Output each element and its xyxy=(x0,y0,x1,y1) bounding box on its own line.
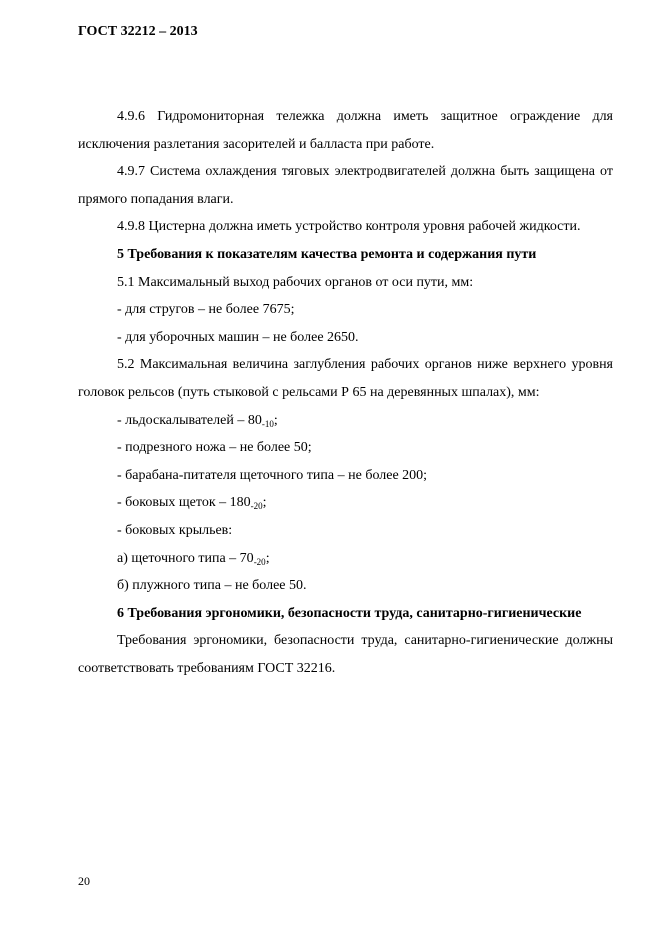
list-item xyxy=(78,545,613,573)
list-item: - боковых крыльев: xyxy=(117,522,233,538)
list-item: б) плужного типа – не более 50. xyxy=(117,578,307,594)
paragraph-4-9-8: 4.9.8 Цистерна должна иметь устройство контроля уровня рабочей жидкости. xyxy=(117,219,581,235)
section-6-heading: 6 Требования эргономики, безопасности труда, санитарно-гигиенические xyxy=(117,605,582,621)
list-item-text: а) щеточного типа – 70 xyxy=(117,550,254,566)
list-item xyxy=(78,489,613,517)
tolerance-subscript: -10 xyxy=(261,418,274,429)
list-item-end: ; xyxy=(262,495,267,511)
tolerance-subscript: -20 xyxy=(250,501,263,512)
document-header: ГОСТ 32212 – 2013 xyxy=(78,24,198,39)
page-body xyxy=(78,103,613,682)
paragraph-5-2: 5.2 Максимальная величина заглубления рабочих органов ниже верхнего уровня головок рельсов (путь стыковой с рельсами Р 65 на деревянных шпалах), мм: xyxy=(78,357,613,400)
list-item-text: - боковых щеток – 180 xyxy=(117,495,251,511)
tolerance-subscript: -20 xyxy=(253,556,266,567)
list-item: - подрезного ножа – не более 50; xyxy=(117,440,312,456)
list-item: - для уборочных машин – не более 2650. xyxy=(117,329,359,345)
paragraph-6: Требования эргономики, безопасности труда, санитарно-гигиенические должны соответствовать требованиям ГОСТ 32216. xyxy=(78,633,613,676)
list-item: - барабана-питателя щеточного типа – не более 200; xyxy=(117,467,428,483)
section-5-heading: 5 Требования к показателям качества ремонта и содержания пути xyxy=(117,246,537,262)
list-item-end: ; xyxy=(265,550,270,566)
list-item: - для стругов – не более 7675; xyxy=(117,302,295,318)
paragraph-5-1: 5.1 Максимальный выход рабочих органов от оси пути, мм: xyxy=(117,274,474,290)
paragraph-4-9-6: 4.9.6 Гидромониторная тележка должна иметь защитное ограждение для исключения разлетания засорителей и балласта при работе. xyxy=(78,109,613,152)
paragraph-4-9-7: 4.9.7 Система охлаждения тяговых электродвигателей должна быть защищена от прямого попадания влаги. xyxy=(78,164,613,207)
list-item-end: ; xyxy=(273,412,278,428)
list-item-text: - льдоскалывателей – 80 xyxy=(117,412,262,428)
list-item xyxy=(78,407,613,435)
page-number: 20 xyxy=(78,874,90,888)
